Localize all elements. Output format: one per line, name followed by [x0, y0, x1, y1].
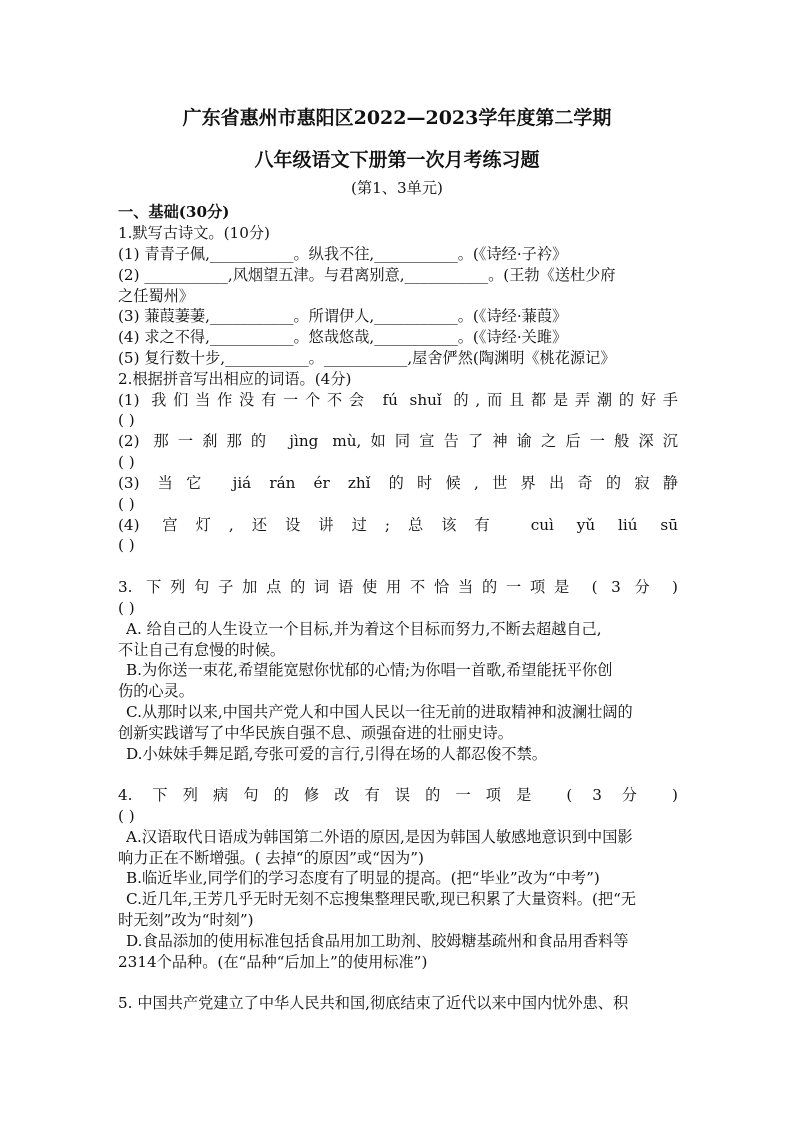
q4-stem: 4. 下列病句的修改有误的一项是 ( 3 分 ) — [118, 786, 678, 804]
q2-stem: 2.根据拼音写出相应的词语。(4分) — [118, 370, 352, 388]
q2-item: (3) 当它 jiá rán ér zhǐ 的时候,世界出奇的寂静 — [118, 474, 678, 492]
q1-item: (4) 求之不得,___________。悠哉悠哉,___________。(《诗经·关雎》 — [118, 328, 568, 346]
q1-item: 之任蜀州》 — [118, 287, 194, 305]
q2-item: (2) 那一刹那的 jìng mù,如同宣告了神谕之后一般深沉 — [118, 432, 678, 450]
q4-option: B.临近毕业,同学们的学习态度有了明显的提高。(把“毕业”改为“中考”) — [126, 869, 600, 887]
q1-item: (5) 复行数十步,___________。___________,屋舍俨然(陶渊明《桃花源记》 — [118, 349, 616, 367]
q4-option: C.近几年,王芳几乎无时无刻不忘搜集整理民歌,现已积累了大量资料。(把“无 — [126, 890, 637, 908]
answer-blank: ( ) — [118, 807, 135, 825]
answer-blank: ( ) — [118, 495, 135, 513]
q1-item: (2) ___________,风烟望五津。与君离别意,___________。(王勃《送杜少府 — [118, 266, 616, 284]
document-title: 广东省惠州市惠阳区2022—2023学年度第二学期 — [182, 107, 612, 129]
q3-option: A. 给自己的人生设立一个目标,并为着这个目标而努力,不断去超越自己, — [126, 620, 602, 638]
q3-option: 不让自己有怠慢的时候。 — [118, 641, 286, 659]
q1-item: (1) 青青子佩,___________。纵我不往,___________。(《诗经·子衿》 — [118, 245, 568, 263]
q3-option: C.从那时以来,中国共产党人和中国人民以一往无前的进取精神和波澜壮阔的 — [126, 703, 633, 721]
q4-option: 2314个品种。(在“品种“后加上”的使用标准”) — [118, 953, 428, 971]
units-note: (第1、3单元) — [351, 179, 443, 197]
answer-blank: ( ) — [118, 599, 135, 617]
q2-item: (1) 我们当作没有一个不会 fú shuǐ 的,而且都是弄潮的好手 — [118, 391, 678, 409]
answer-blank: ( ) — [118, 536, 135, 554]
q3-option: 伤的心灵。 — [118, 682, 194, 700]
q3-option: D.小妹妹手舞足蹈,夸张可爱的言行,引得在场的人都忍俊不禁。 — [126, 745, 547, 763]
q3-option: 创新实践谱写了中华民族自强不息、顽强奋进的壮丽史诗。 — [118, 724, 513, 742]
q3-stem: 3. 下列句子加点的词语使用不恰当的一项是 ( 3 分 ) — [118, 578, 678, 596]
q4-option: 时无刻”改为“时刻”) — [118, 911, 254, 929]
q5-stem: 5. 中国共产党建立了中华人民共和国,彻底结束了近代以来中国内忧外患、积 — [118, 994, 629, 1012]
q4-option: A.汉语取代日语成为韩国第二外语的原因,是因为韩国人敏感地意识到中国影 — [126, 828, 633, 846]
q1-stem: 1.默写古诗文。(10分) — [118, 224, 270, 242]
section-heading: 一、基础(30分) — [118, 203, 230, 221]
document-subtitle: 八年级语文下册第一次月考练习题 — [254, 149, 540, 171]
answer-blank: ( ) — [118, 453, 135, 471]
q4-option: D.食品添加的使用标准包括食品用加工助剂、胶姆糖基疏州和食品用香料等 — [126, 932, 629, 950]
q1-item: (3) 蒹葭萋萋,___________。所谓伊人,___________。(《诗经·蒹葭》 — [118, 307, 568, 325]
answer-blank: ( ) — [118, 411, 135, 429]
q2-item: (4) 宫灯,还设讲过;总该有 cuì yǔ liú sū — [118, 516, 678, 534]
q4-option: 响力正在不断增强。( 去掉“的原因”或“因为”) — [118, 849, 424, 867]
q3-option: B.为你送一束花,希望能宽慰你忧郁的心情;为你唱一首歌,希望能抚平你创 — [126, 661, 613, 679]
